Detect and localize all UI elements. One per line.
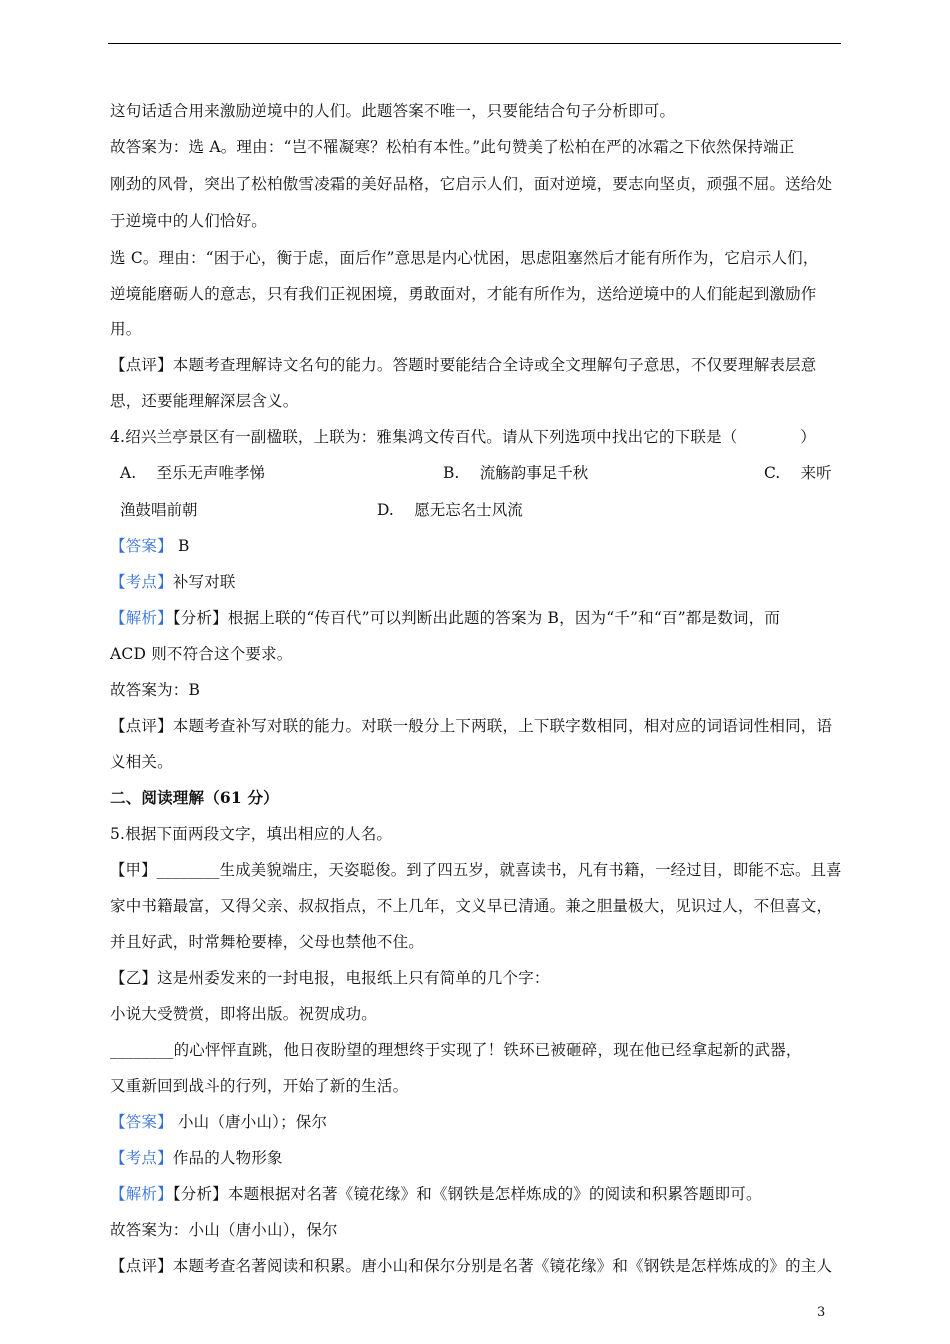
page-number: 3 (817, 1305, 826, 1320)
text-line: 故答案为：选 A。理由：“岂不罹凝寒？松柏有本性。”此句赞美了松柏在严的冰霜之下依然保持端正 (110, 138, 795, 156)
question-5: 5.根据下面两段文字，填出相应的人名。 (110, 825, 393, 843)
answer-text: 小山（唐小山）；保尔 (172, 1113, 328, 1131)
passage-jia-line: 家中书籍最富，又得父亲、叔叔指点，不上几年，文义早已清通。兼之胆量极大，见识过人，不但喜文， (110, 897, 833, 915)
text-line: 故答案为：B (110, 681, 201, 699)
passage-yi-line: 【乙】这是州委发来的一封电报，电报纸上只有简单的几个字： (110, 969, 550, 987)
text-line: ACD 则不符合这个要求。 (110, 645, 293, 663)
analysis-line (110, 608, 780, 628)
text-line: 选 C。理由：“困于心，衡于虑，面后作”意思是内心忧困，思虑阻塞然后才能有所作为，它启示人们， (110, 249, 819, 267)
review-line: 【点评】本题考查名著阅读和积累。唐小山和保尔分别是名著《镜花缘》和《钢铁是怎样炼成的》的主人 (110, 1257, 833, 1275)
text-line: 义相关。 (110, 753, 173, 771)
key-point-line (110, 1148, 283, 1168)
text-line: 逆境能磨砺人的意志，只有我们正视困境，勇敢面对，才能有所作为，送给逆境中的人们能起到激励作 (110, 285, 817, 303)
option-c-continued: 渔鼓唱前朝 (120, 501, 198, 519)
key-point-line (110, 572, 236, 592)
key-point-tag: 【考点】 (110, 1149, 173, 1167)
analysis-tag: 【解析】 (110, 609, 173, 627)
analysis-text: 【分析】本题根据对名著《镜花缘》和《钢铁是怎样炼成的》的阅读和积累答题即可。 (172, 1185, 762, 1203)
passage-jia-line: 【甲】________生成美貌端庄，天姿聪俊。到了四五岁，就喜读书，凡有书籍，一经过目，即能不忘。且喜 (110, 861, 842, 879)
passage-jia-line: 并且好武，时常舞枪要棒，父母也禁他不住。 (110, 933, 425, 951)
key-point-text: 作品的人物形象 (172, 1149, 283, 1167)
text-line: 这句话适合用来激励逆境中的人们。此题答案不唯一，只要能结合句子分析即可。 (110, 102, 676, 120)
answer-tag: 【答案】 (110, 537, 173, 555)
option-c: C. 来听 (764, 464, 832, 482)
key-point-tag: 【考点】 (110, 573, 173, 591)
passage-yi-line: 小说大受赞赏，即将出版。祝贺成功。 (110, 1005, 377, 1023)
question-4: 4.绍兴兰亭景区有一副楹联，上联为：雅集鸿文传百代。请从下列选项中找出它的下联是（ ） (110, 428, 816, 446)
answer-line (110, 536, 190, 556)
section-heading: 二、阅读理解（61 分） (110, 788, 279, 807)
key-point-text: 补写对联 (172, 573, 236, 591)
answer-tag: 【答案】 (110, 1113, 173, 1131)
option-b: B. 流觞韵事足千秋 (443, 464, 589, 482)
answer-text: B (172, 537, 190, 555)
passage-yi-line: ________的心怦怦直跳，他日夜盼望的理想终于实现了！铁环已被砸碎，现在他已经拿起新的武器， (110, 1041, 802, 1059)
review-line: 【点评】本题考查理解诗文名句的能力。答题时要能结合全诗或全文理解句子意思，不仅要理解表层意 (110, 356, 817, 374)
review-line: 【点评】本题考查补写对联的能力。对联一般分上下两联，上下联字数相同，相对应的词语词性相同，语 (110, 717, 833, 735)
analysis-text: 【分析】根据上联的“传百代”可以判断出此题的答案为 B，因为“千”和“百”都是数词，而 (172, 609, 781, 627)
text-line: 思，还要能理解深层含义。 (110, 392, 299, 410)
header-rule (108, 43, 841, 44)
option-d: D. 愿无忘名士风流 (377, 501, 523, 519)
option-a: A. 至乐无声唯孝悌 (120, 464, 266, 482)
answer-line (110, 1112, 327, 1132)
text-line: 刚劲的风骨，突出了松柏傲雪凌霜的美好品格，它启示人们，面对逆境，要志向坚贞，顽强不屈。送给处 (110, 175, 833, 193)
text-line: 故答案为：小山（唐小山），保尔 (110, 1221, 338, 1239)
text-line: 用。 (110, 320, 142, 338)
text-line: 于逆境中的人们恰好。 (110, 212, 268, 230)
analysis-line (110, 1184, 762, 1204)
analysis-tag: 【解析】 (110, 1185, 173, 1203)
passage-yi-line: 又重新回到战斗的行列，开始了新的生活。 (110, 1077, 409, 1095)
